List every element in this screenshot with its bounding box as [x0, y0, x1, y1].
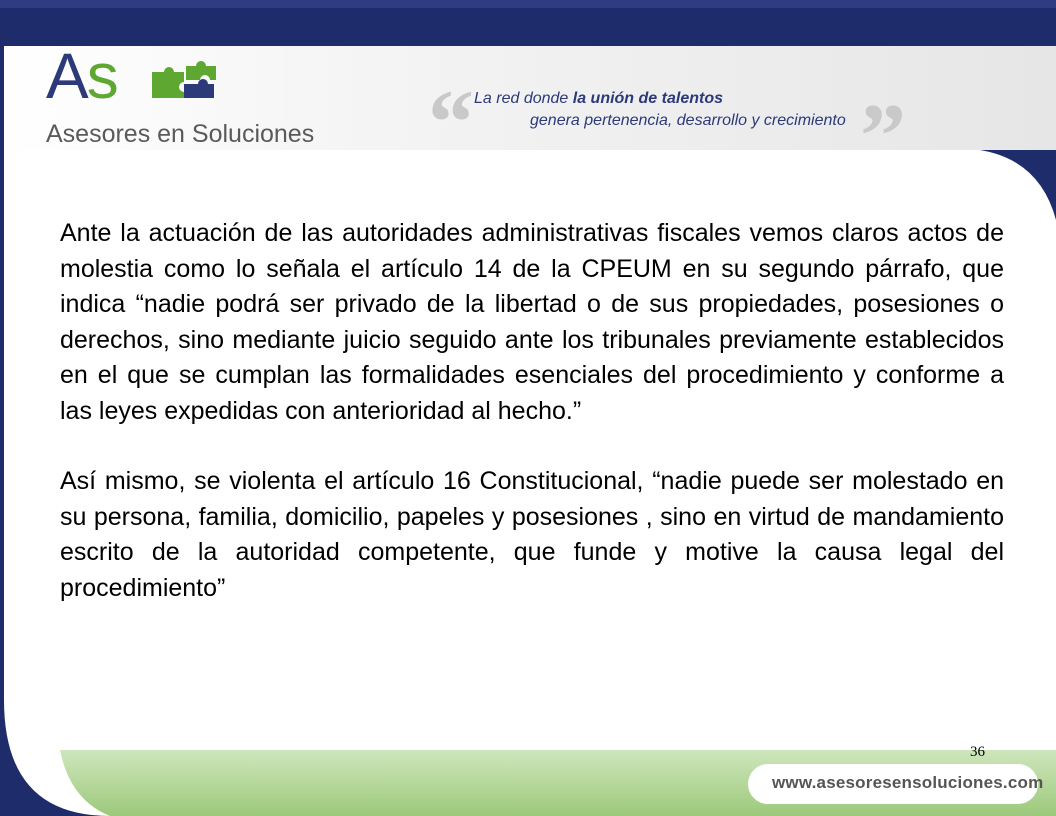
tagline-prefix: La red donde: [474, 90, 573, 107]
website-link[interactable]: www.asesoresensoluciones.com: [772, 773, 1044, 792]
company-logo[interactable]: [44, 40, 324, 160]
puzzle-pieces-icon: [144, 58, 220, 110]
tagline-emphasis: la unión de talentos: [572, 90, 723, 107]
body-paragraph-2: Así mismo, se violenta el artículo 16 Constitucional, “nadie puede ser molestado en su persona, familia, domicilio, papeles y posesiones , sino en virtud de mandamiento escrito de la autoridad competente, que funde y motive la causa legal del procedimiento”: [60, 467, 1004, 602]
logo-letter-s: s: [86, 40, 117, 112]
page-number: 36: [970, 744, 985, 760]
tagline-line-1: [474, 90, 723, 108]
slide-body: [60, 216, 1004, 606]
close-quote-icon: ”: [860, 85, 906, 187]
logo-letter-a: A: [46, 40, 87, 112]
logo-monogram: [46, 40, 117, 112]
logo-company-name: Asesores en Soluciones: [46, 120, 315, 148]
body-paragraph-1: Ante la actuación de las autoridades administrativas fiscales vemos claros actos de molestia como lo señala el artículo 14 de la CPEUM en su segundo párrafo, que indica “nadie podrá ser privado de la libertad o de sus propiedades, posesiones o derechos, sino mediante juicio seguido ante los tribunales previamente establecidos en el que se cumplan las formalidades esenciales del procedimiento y conforme a las leyes expedidas con anterioridad al hecho.”: [60, 219, 1004, 425]
tagline: [428, 71, 908, 187]
open-quote-icon: “: [428, 71, 474, 173]
tagline-line-2: genera pertenencia, desarrollo y crecimiento: [530, 112, 846, 129]
